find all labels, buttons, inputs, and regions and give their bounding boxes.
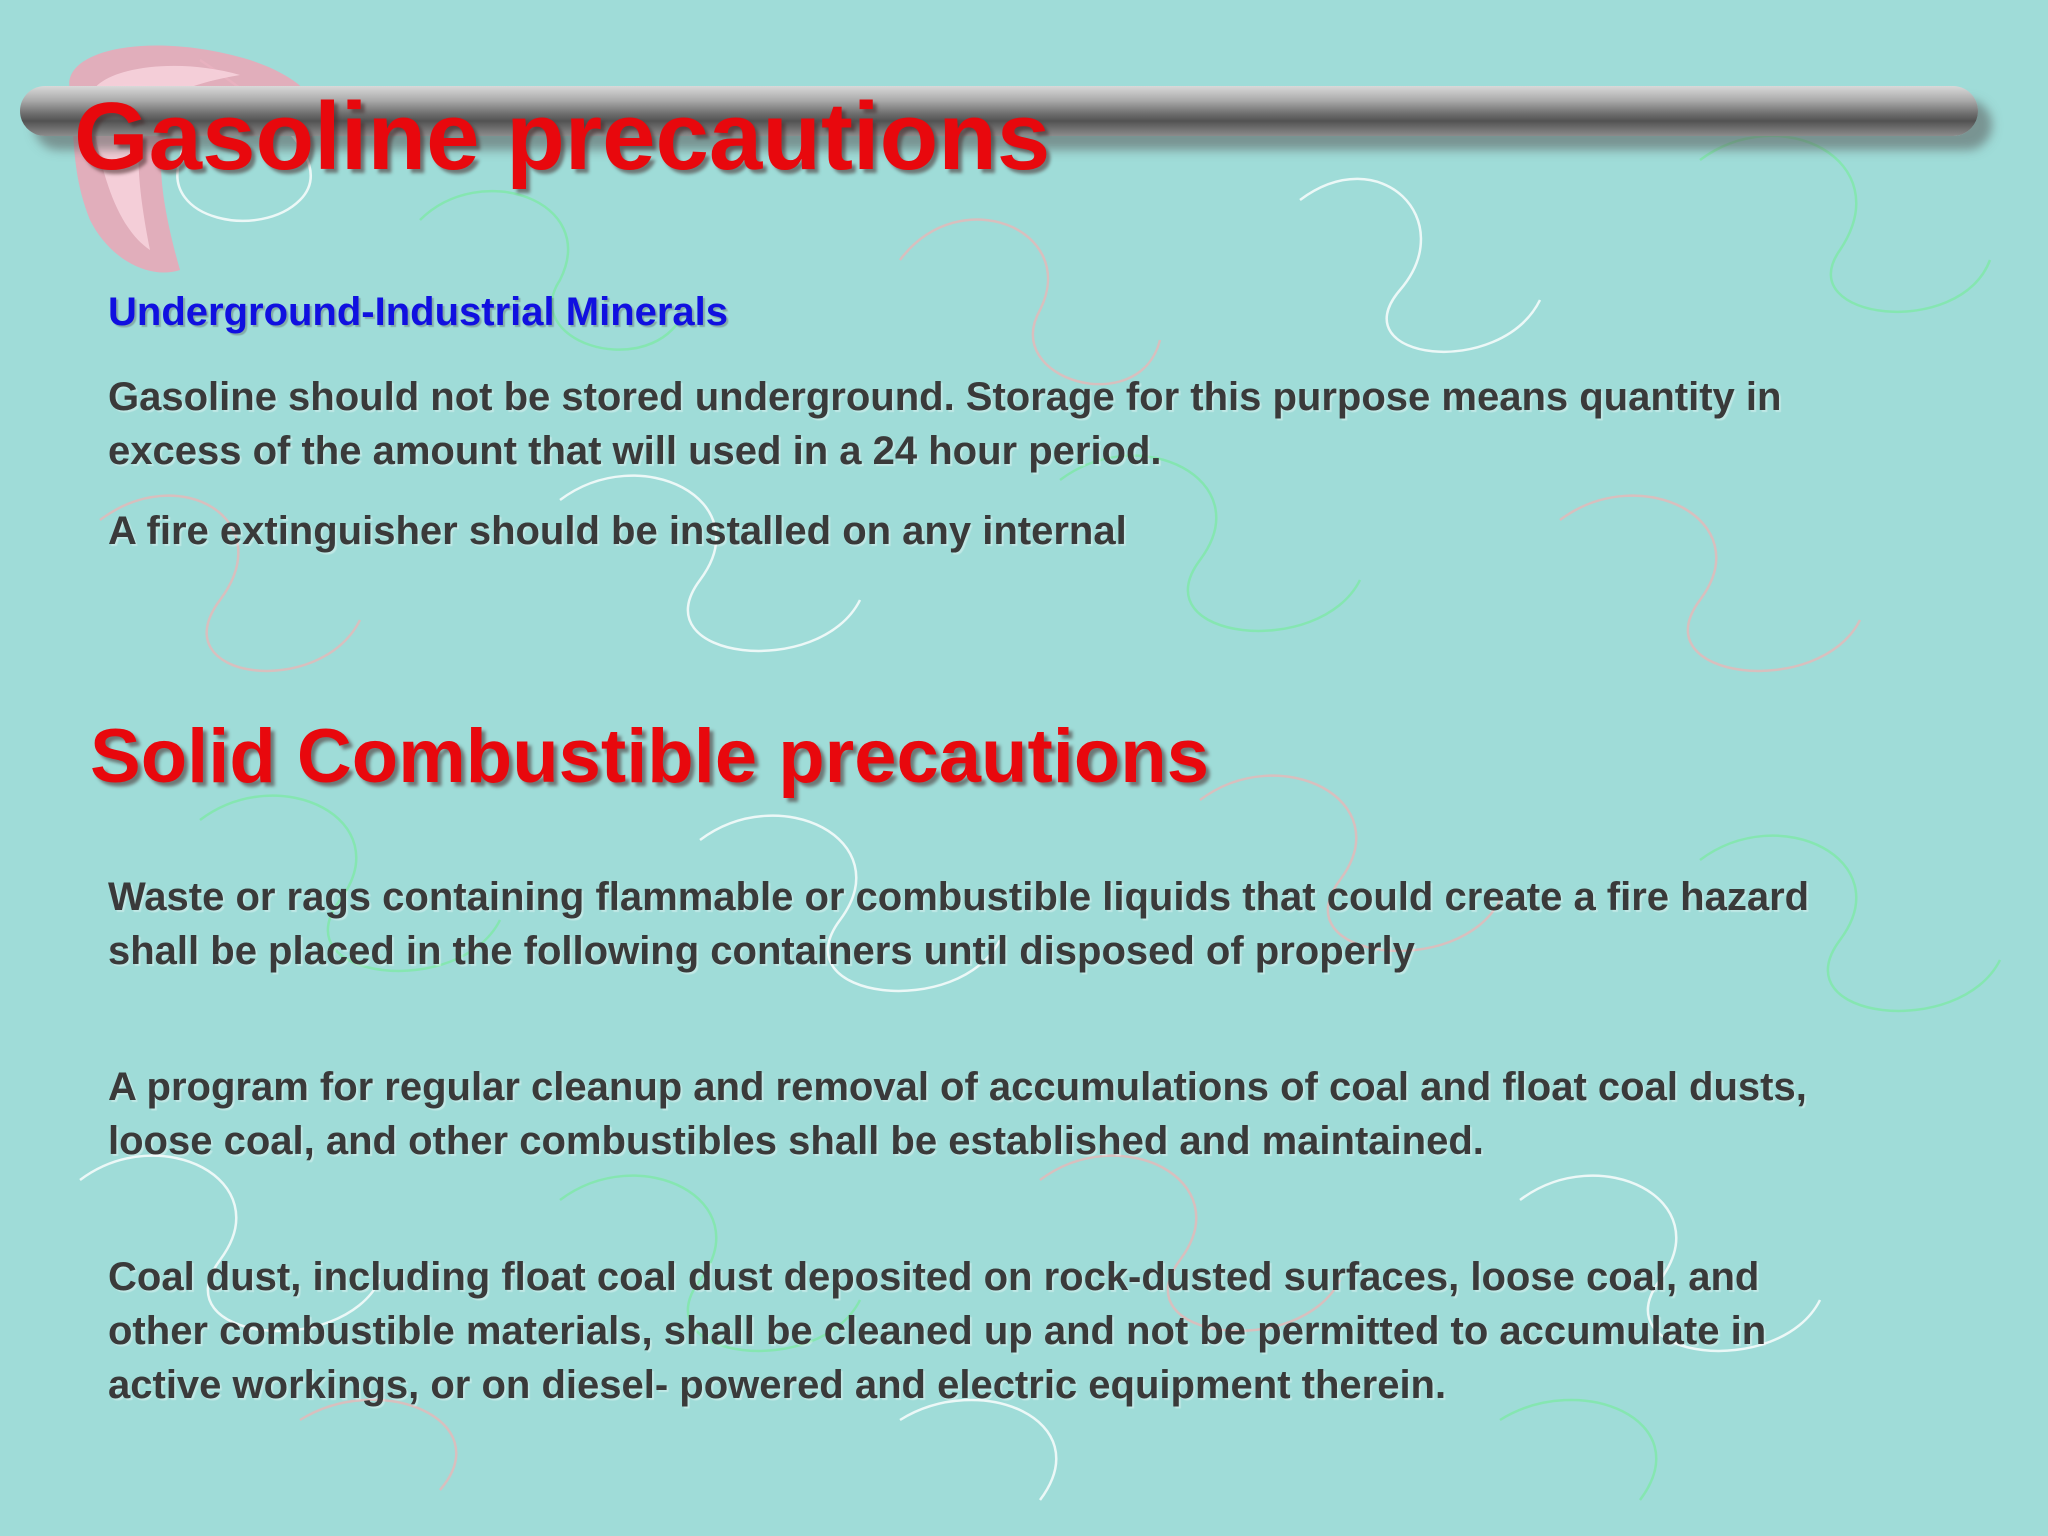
solid-paragraph-coal-dust: Coal dust, including float coal dust deposited on rock-dusted surfaces, loose coal, and other combustible materials, shall be cleaned up and not be permitted to accumulate in active workings, or on diesel- powered and electric equipment therein. (108, 1255, 1767, 1407)
solid-combustible-precautions-title: Solid Combustible precautions (90, 714, 1209, 799)
solid-paragraph-waste-rags: Waste or rags containing flammable or combustible liquids that could create a fire hazard shall be placed in the following containers until disposed of properly (108, 875, 1810, 973)
gasoline-paragraph-extinguisher: A fire extinguisher should be installed on any internal (108, 509, 1127, 553)
underground-industrial-subheading: Underground-Industrial Minerals (108, 290, 729, 334)
gasoline-paragraph-storage: Gasoline should not be stored underground. Storage for this purpose means quantity in excess of the amount that will used in a 24 hour period. (108, 375, 1782, 473)
solid-paragraph-cleanup-program: A program for regular cleanup and removal of accumulations of coal and float coal dusts, loose coal, and other combustibles shall be established and maintained. (108, 1065, 1807, 1163)
gasoline-precautions-title: Gasoline precautions (74, 83, 1051, 190)
